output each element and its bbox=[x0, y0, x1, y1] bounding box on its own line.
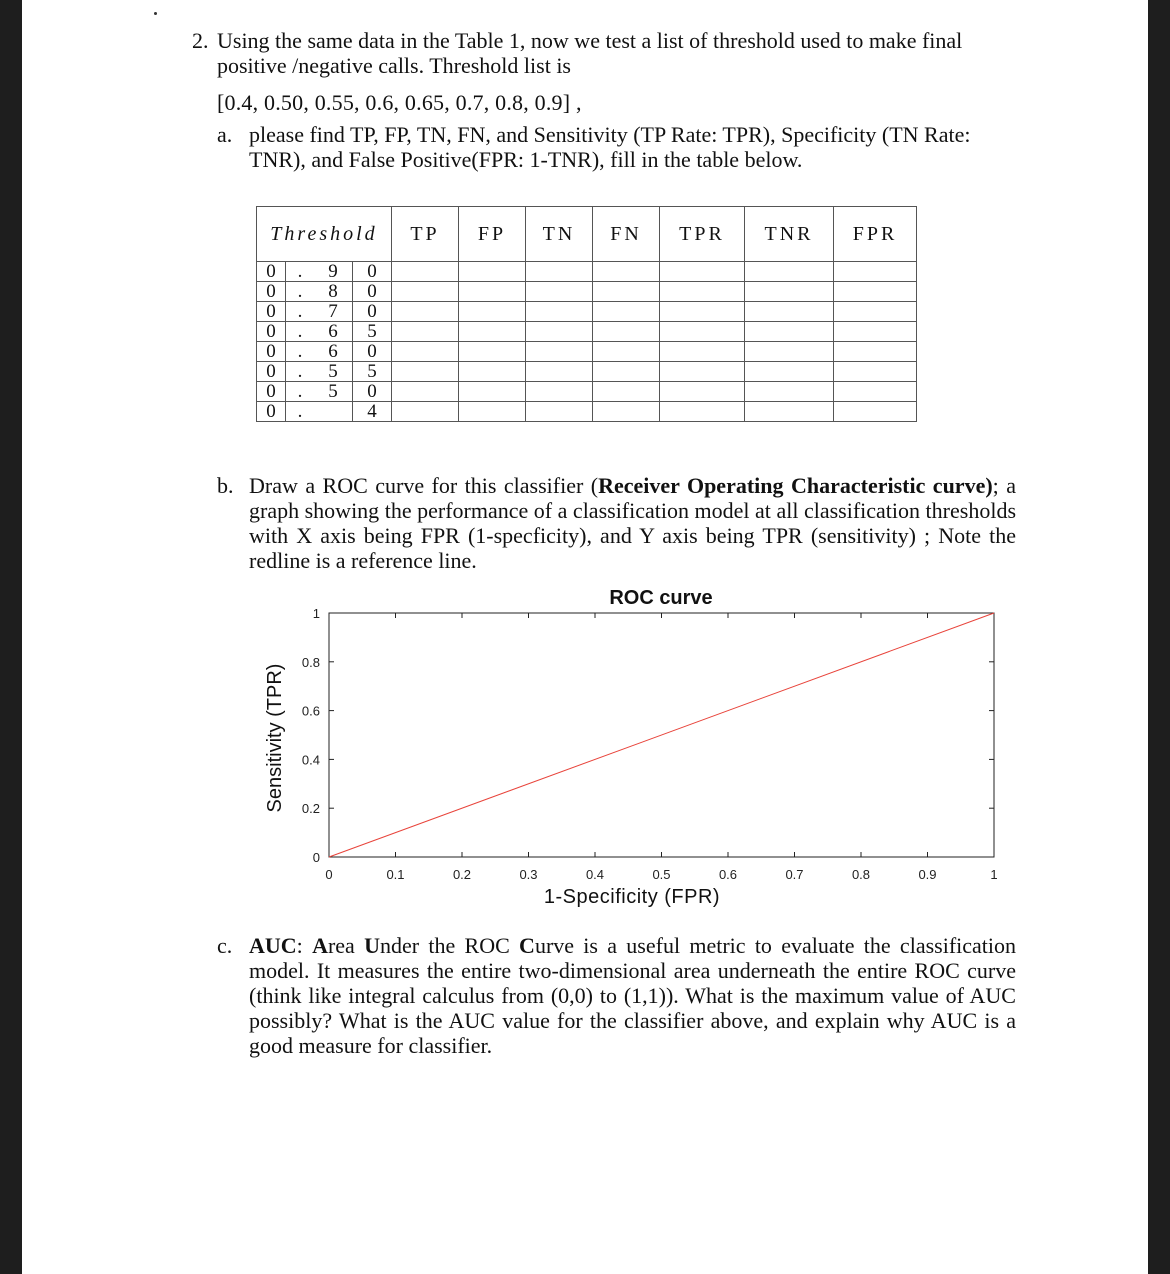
threshold-digit: 5 bbox=[367, 321, 377, 342]
empty-cell-tn[interactable] bbox=[526, 282, 593, 302]
empty-cell-tn[interactable] bbox=[526, 262, 593, 282]
table-row bbox=[257, 302, 917, 322]
part-a-label: a. bbox=[217, 122, 233, 147]
header-tnr: TNR bbox=[745, 207, 834, 262]
empty-cell-fp[interactable] bbox=[459, 402, 526, 422]
auc-bold: AUC bbox=[249, 933, 297, 958]
question-text: Using the same data in the Table 1, now we test a list of threshold used to make final positive /negative calls. Threshold list is bbox=[217, 28, 963, 78]
threshold-list: [0.4, 0.50, 0.55, 0.6, 0.65, 0.7, 0.8, 0.9] , bbox=[217, 90, 582, 115]
x-tick-label: 0.1 bbox=[386, 867, 405, 882]
empty-cell-fpr[interactable] bbox=[834, 382, 917, 402]
x-axis-label: 1-Specificity (FPR) bbox=[543, 886, 721, 908]
empty-cell-tp[interactable] bbox=[392, 362, 459, 382]
header-threshold: Threshold bbox=[257, 207, 392, 262]
threshold-digit bbox=[314, 402, 353, 421]
curve-c-bold: C bbox=[519, 933, 535, 958]
empty-cell-tn[interactable] bbox=[526, 342, 593, 362]
empty-cell-tpr[interactable] bbox=[660, 262, 745, 282]
x-tick-label: 0.8 bbox=[851, 867, 871, 882]
part-a-text: please find TP, FP, TN, FN, and Sensitivity (TP Rate: TPR), Specificity (TN Rate: TNR), and False Positive(FPR: 1-TNR), fill in the table below. bbox=[249, 122, 971, 172]
part-c-text bbox=[249, 933, 1016, 1058]
empty-cell-tp[interactable] bbox=[392, 342, 459, 362]
empty-cell-tpr[interactable] bbox=[660, 402, 745, 422]
threshold-cell bbox=[257, 302, 392, 322]
empty-cell-tpr[interactable] bbox=[660, 362, 745, 382]
threshold-digit: 5 bbox=[314, 382, 353, 401]
table-row bbox=[257, 282, 917, 302]
table-row bbox=[257, 362, 917, 382]
empty-cell-tn[interactable] bbox=[526, 302, 593, 322]
empty-cell-tpr[interactable] bbox=[660, 282, 745, 302]
empty-cell-tn[interactable] bbox=[526, 402, 593, 422]
threshold-digit: . bbox=[297, 281, 303, 302]
threshold-digit: 0 bbox=[257, 282, 286, 301]
empty-cell-tn[interactable] bbox=[526, 362, 593, 382]
table-row bbox=[257, 342, 917, 362]
series-layer bbox=[329, 613, 994, 857]
x-tick-label: 0 bbox=[325, 867, 333, 882]
threshold-digit: . bbox=[297, 341, 303, 362]
x-tick-label: 0.3 bbox=[519, 867, 538, 882]
table-header-row bbox=[257, 207, 917, 262]
empty-cell-fp[interactable] bbox=[459, 302, 526, 322]
empty-cell-tp[interactable] bbox=[392, 402, 459, 422]
chart-title: ROC curve bbox=[609, 587, 713, 609]
empty-cell-fn[interactable] bbox=[593, 302, 660, 322]
empty-cell-tnr[interactable] bbox=[745, 382, 834, 402]
threshold-digit: . bbox=[297, 321, 303, 342]
header-tp: TP bbox=[392, 207, 459, 262]
empty-cell-fpr[interactable] bbox=[834, 402, 917, 422]
empty-cell-tnr[interactable] bbox=[745, 302, 834, 322]
threshold-digit: 0 bbox=[367, 281, 377, 302]
empty-cell-fp[interactable] bbox=[459, 322, 526, 342]
empty-cell-tpr[interactable] bbox=[660, 342, 745, 362]
threshold-digit: 5 bbox=[367, 361, 377, 382]
x-tick-label: 0.7 bbox=[785, 867, 804, 882]
y-tick-label: 0.2 bbox=[301, 801, 320, 817]
part-c-t3: nder the ROC bbox=[380, 933, 520, 958]
empty-cell-fpr[interactable] bbox=[834, 342, 917, 362]
header-tn: TN bbox=[526, 207, 593, 262]
y-tick-label: 1 bbox=[312, 606, 320, 621]
threshold-digit: 9 bbox=[314, 262, 353, 281]
table-row bbox=[257, 322, 917, 342]
threshold-digit: 4 bbox=[367, 401, 377, 422]
threshold-digit: 0 bbox=[257, 302, 286, 321]
part-b-text-2: ; a graph showing the performance of a classification model at all classification thresholds with X axis being FPR (1-specficity), and Y axis being TPR (sensitivity) ; Note the redline is a reference line. bbox=[249, 473, 1016, 573]
part-c-t4: urve is a useful metric to evaluate the classification model. It measures the entire two-dimensional area underneath the entire ROC curve (think like integral calculus from (0,0) to (1,1)). What is the maximum value of AUC possibly? What is the AUC value for the classifier above, and explain why AUC is a good measure for classifier. bbox=[249, 933, 1017, 1058]
bullet-dot bbox=[154, 12, 157, 15]
x-tick-label: 1 bbox=[990, 867, 998, 882]
threshold-digit: 8 bbox=[314, 282, 353, 301]
threshold-digit: 0 bbox=[257, 382, 286, 401]
part-c-t2: rea bbox=[327, 933, 365, 958]
threshold-digit: . bbox=[297, 381, 303, 402]
empty-cell-fpr[interactable] bbox=[834, 262, 917, 282]
empty-cell-fn[interactable] bbox=[593, 382, 660, 402]
empty-cell-tp[interactable] bbox=[392, 262, 459, 282]
empty-cell-fn[interactable] bbox=[593, 402, 660, 422]
empty-cell-fn[interactable] bbox=[593, 342, 660, 362]
header-fn: FN bbox=[593, 207, 660, 262]
threshold-cell bbox=[257, 342, 392, 362]
empty-cell-tp[interactable] bbox=[392, 322, 459, 342]
y-tick-label: 0 bbox=[312, 850, 320, 865]
x-tick-label: 0.2 bbox=[452, 867, 472, 882]
threshold-cell bbox=[257, 322, 392, 342]
empty-cell-tpr[interactable] bbox=[660, 322, 745, 342]
threshold-digit: 0 bbox=[367, 381, 377, 402]
x-tick-label: 0.4 bbox=[585, 867, 605, 882]
threshold-digit: 0 bbox=[257, 402, 286, 421]
part-b-bold: Receiver Operating Characteristic curve) bbox=[598, 473, 993, 498]
empty-cell-fp[interactable] bbox=[459, 342, 526, 362]
empty-cell-fp[interactable] bbox=[459, 262, 526, 282]
empty-cell-tn[interactable] bbox=[526, 382, 593, 402]
threshold-cell bbox=[257, 382, 392, 402]
threshold-digit: 6 bbox=[314, 342, 353, 361]
empty-cell-fpr[interactable] bbox=[834, 282, 917, 302]
empty-cell-tnr[interactable] bbox=[745, 402, 834, 422]
threshold-digit: . bbox=[297, 261, 303, 282]
empty-cell-tpr[interactable] bbox=[660, 382, 745, 402]
header-fp: FP bbox=[459, 207, 526, 262]
header-fpr: FPR bbox=[834, 207, 917, 262]
empty-cell-fp[interactable] bbox=[459, 282, 526, 302]
threshold-digit: 0 bbox=[367, 301, 377, 322]
empty-cell-tnr[interactable] bbox=[745, 262, 834, 282]
empty-cell-tnr[interactable] bbox=[745, 282, 834, 302]
threshold-digit: 7 bbox=[314, 302, 353, 321]
empty-cell-fn[interactable] bbox=[593, 262, 660, 282]
empty-cell-fpr[interactable] bbox=[834, 302, 917, 322]
y-tick-label: 0.6 bbox=[301, 703, 320, 719]
x-tick-label: 0.6 bbox=[718, 867, 738, 882]
threshold-digit: 0 bbox=[257, 322, 286, 341]
threshold-digit: . bbox=[297, 301, 303, 322]
area-a-bold: A bbox=[312, 933, 328, 958]
empty-cell-tp[interactable] bbox=[392, 282, 459, 302]
threshold-cell bbox=[257, 282, 392, 302]
empty-cell-fpr[interactable] bbox=[834, 362, 917, 382]
table-row bbox=[257, 262, 917, 282]
part-c-label: c. bbox=[217, 933, 233, 958]
table-row bbox=[257, 382, 917, 402]
threshold-digit: 0 bbox=[257, 342, 286, 361]
empty-cell-fp[interactable] bbox=[459, 362, 526, 382]
y-tick-label: 0.8 bbox=[301, 654, 320, 670]
threshold-digit: 0 bbox=[367, 341, 377, 362]
empty-cell-tp[interactable] bbox=[392, 302, 459, 322]
y-axis-label: Sensitivity (TPR) bbox=[264, 663, 286, 813]
threshold-digit: 0 bbox=[257, 362, 286, 381]
threshold-cell bbox=[257, 402, 392, 422]
part-b-text bbox=[249, 473, 1016, 573]
threshold-digit: 0 bbox=[257, 262, 286, 281]
x-tick-label: 0.5 bbox=[652, 867, 671, 882]
threshold-table bbox=[256, 206, 917, 422]
part-c-t1: : bbox=[296, 933, 313, 958]
empty-cell-tpr[interactable] bbox=[660, 302, 745, 322]
empty-cell-tnr[interactable] bbox=[745, 342, 834, 362]
threshold-cell bbox=[257, 362, 392, 382]
roc-chart bbox=[230, 580, 1020, 920]
part-b-text-1: Draw a ROC curve for this classifier ( bbox=[249, 473, 599, 498]
empty-cell-tnr[interactable] bbox=[745, 362, 834, 382]
header-tpr: TPR bbox=[660, 207, 745, 262]
empty-cell-fp[interactable] bbox=[459, 382, 526, 402]
table-row bbox=[257, 402, 917, 422]
x-axis bbox=[325, 613, 997, 882]
empty-cell-tn[interactable] bbox=[526, 322, 593, 342]
threshold-digit: 5 bbox=[314, 362, 353, 381]
under-u-bold: U bbox=[364, 933, 380, 958]
question-number: 2. bbox=[192, 28, 209, 53]
threshold-digit: 0 bbox=[367, 261, 377, 282]
empty-cell-fn[interactable] bbox=[593, 362, 660, 382]
empty-cell-fpr[interactable] bbox=[834, 322, 917, 342]
empty-cell-tp[interactable] bbox=[392, 382, 459, 402]
empty-cell-fn[interactable] bbox=[593, 282, 660, 302]
threshold-digit: . bbox=[297, 401, 303, 422]
x-tick-label: 0.9 bbox=[918, 867, 937, 882]
empty-cell-fn[interactable] bbox=[593, 322, 660, 342]
threshold-cell bbox=[257, 262, 392, 282]
threshold-digit: 6 bbox=[314, 322, 353, 341]
reference-line bbox=[329, 613, 994, 857]
empty-cell-tnr[interactable] bbox=[745, 322, 834, 342]
part-b-label: b. bbox=[217, 473, 234, 498]
threshold-digit: . bbox=[297, 361, 303, 382]
y-axis bbox=[302, 606, 994, 865]
y-tick-label: 0.4 bbox=[301, 752, 320, 768]
